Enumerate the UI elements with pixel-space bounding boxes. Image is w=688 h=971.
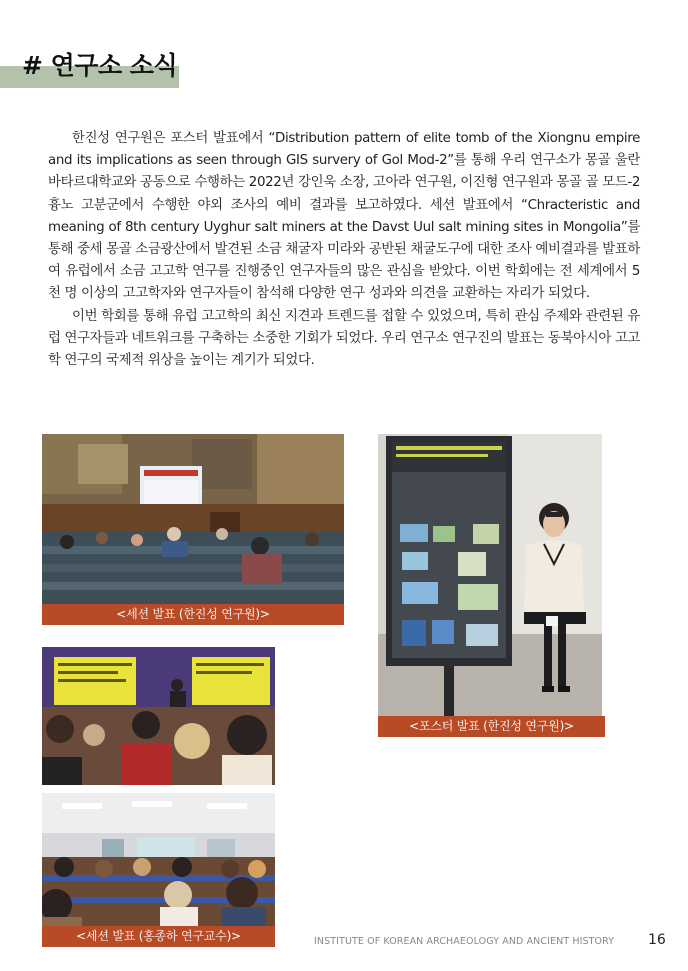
section-heading: # 연구소 소식	[22, 51, 178, 80]
footer-institute-name: INSTITUTE OF KOREAN ARCHAEOLOGY AND ANCIENT HISTORY	[314, 936, 615, 947]
photo-session-classroom	[42, 793, 275, 928]
page-number: 16	[648, 932, 666, 948]
photo-session-lecture-hall	[42, 434, 344, 604]
caption-session-han: <세션 발표 (한진성 연구원)>	[42, 604, 344, 625]
caption-poster-han: <포스터 발표 (한진성 연구원)>	[378, 716, 605, 737]
article-paragraph-1: 한진성 연구원은 포스터 발표에서 “Distribution pattern of elite tomb of the Xiongnu empire and its implications as seen through GIS survery of Gol Mod-2”를 통해 우리 연구소가 몽골 울란바타르대학교와 공동으로 수행하는 2022년 강인욱 소장, 고아라 연구원, 이진형 연구원과 몽골 골 모드-2 흉노 고분군에서 수행한 야외 조사의 예비 결과를 보고하였다. 세션 발표에서 “Chracteristic and meaning of 8th century Uyghur salt miners at the Davst Uul salt mining sites in Mongolia”를 통해 중세 몽골 소금광산에서 발견된 소금 채굴자 미라와 공반된 채굴도구에 대한 조사 예비결과를 발표하여 유럽에서 소금 고고학 연구를 진행중인 연구자들의 많은 관심을 받았다. 이번 학회에는 전 세계에서 5천 명 이상의 고고학자와 연구자들이 참석해 다양한 연구 성과와 의견을 교환하는 자리가 되었다.	[48, 131, 640, 302]
article-body	[48, 128, 640, 372]
photo-session-projector	[42, 647, 275, 785]
photo-poster-presentation	[378, 434, 602, 718]
caption-session-hong: <세션 발표 (홍종하 연구교수)>	[42, 926, 275, 947]
article-paragraph-2: 이번 학회를 통해 유럽 고고학의 최신 지견과 트렌드를 접할 수 있었으며, 특히 관심 주제와 관련된 유럽 연구자들과 네트워크를 구축하는 소중한 기회가 되었다. 우리 연구소 연구진의 발표는 동북아시아 고고학 연구의 국제적 위상을 높이는 계기가 되었다.	[48, 308, 640, 369]
